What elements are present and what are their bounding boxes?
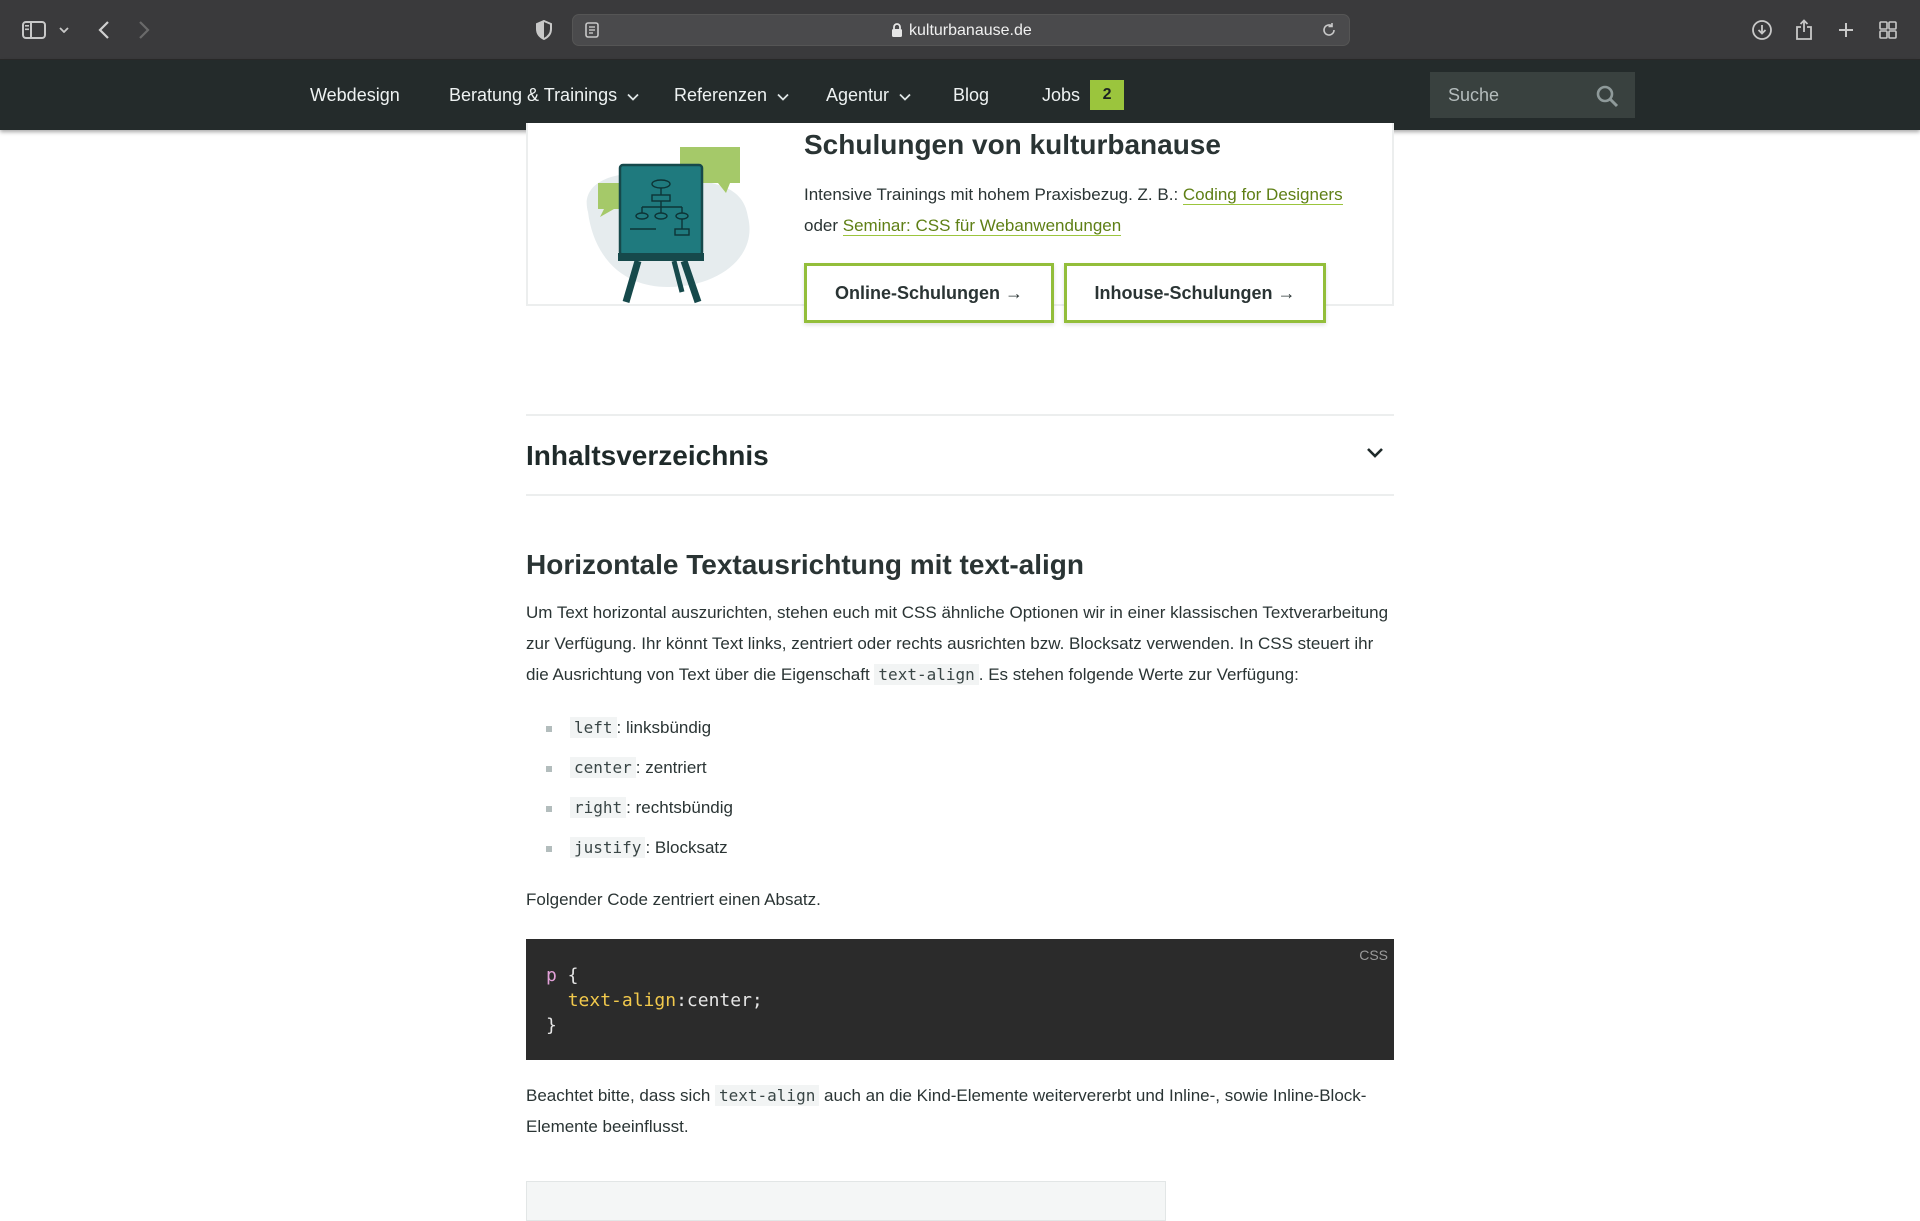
next-content-box [526,1181,1166,1221]
list-item [570,748,1396,788]
inline-code: left [570,717,617,738]
lock-icon [891,23,903,38]
code-intro: Folgender Code zentriert einen Absatz. [526,890,821,909]
sidebar-toggle-icon[interactable] [20,14,48,46]
nav-label: Blog [953,84,990,105]
list-item-desc: : zentriert [635,758,707,777]
tab-overview-icon[interactable] [1876,14,1900,46]
list-item-desc: : Blocksatz [645,838,728,857]
list-item [570,788,1396,828]
reload-icon[interactable] [1321,22,1337,38]
nav-label: Beratung & Trainings [449,84,618,105]
inline-code: right [570,797,626,818]
search-icon[interactable] [1595,84,1619,113]
inhouse-schulungen-button[interactable]: Inhouse-Schulungen → [1064,263,1326,323]
jobs-count-badge: 2 [1090,80,1124,110]
chevron-down-icon[interactable] [56,14,72,46]
nav-item-webdesign[interactable] [310,60,400,130]
inline-code: center [570,757,636,778]
paragraph-text: auch an die Kind-Elemente weitervererbt und Inline-, sowie Inline-Block-Elemente beeinflusst. [526,1086,1367,1136]
url-text: kulturbanause.de [909,22,1032,39]
promo-text-part: oder [804,216,843,235]
search-box [1430,72,1635,118]
privacy-shield-icon[interactable] [534,14,554,46]
coding-for-designers-link[interactable]: Coding for Designers [1182,185,1343,204]
browser-toolbar [0,0,1920,60]
code-line [546,1013,1394,1038]
nav-label: Webdesign [310,84,400,105]
downloads-icon[interactable] [1750,14,1774,46]
nav-label: Referenzen [674,84,768,105]
site-navigation [0,60,1920,130]
nav-item-agentur[interactable] [826,60,911,130]
article-section [526,549,1396,1142]
chevron-down-icon[interactable] [1366,446,1384,464]
nav-item-jobs[interactable] [1042,60,1124,130]
reader-icon[interactable] [585,22,599,38]
code-selector: p [546,965,557,986]
nav-item-blog[interactable] [953,60,989,130]
intro-text: Um Text horizontal auszurichten, stehen euch mit CSS ähnliche Optionen wir in einer klassischen Textverarbeitung zur Verfügung. Ihr könnt Text links, zentriert oder rechts ausrichten bzw. Blocksatz verwenden. In CSS steuert ihr die Ausrichtung von Text über die Eigenschaft [526,603,1389,684]
forward-arrow-icon[interactable] [134,14,154,46]
inline-code: text-align [874,664,978,685]
online-schulungen-button[interactable]: Online-Schulungen → [804,263,1054,323]
table-of-contents[interactable] [526,414,1394,496]
nav-item-referenzen[interactable] [674,60,789,130]
promo-text [804,179,1364,241]
css-seminar-link[interactable]: Seminar: CSS für Webanwendungen [842,216,1122,235]
promo-text-part: Intensive Trainings mit hohem Praxisbezug. Z. B.: [804,185,1183,204]
share-icon[interactable] [1792,14,1816,46]
inline-code: justify [570,837,645,858]
intro-text: . Es stehen folgende Werte zur Verfügung: [978,665,1299,684]
flipchart-illustration [568,137,768,322]
inheritance-paragraph [526,1080,1396,1142]
page-content [0,131,1920,1200]
section-heading: Horizontale Textausrichtung mit text-align [526,549,1084,580]
address-bar[interactable] [572,14,1350,46]
back-arrow-icon[interactable] [94,14,114,46]
new-tab-icon[interactable] [1834,14,1858,46]
code-value: :center; [676,990,763,1011]
code-language-label: CSS [1359,947,1388,963]
list-item [570,828,1396,868]
training-promo-box [526,123,1394,306]
chevron-down-icon [899,85,911,106]
code-block[interactable] [526,939,1394,1060]
code-line [546,988,1394,1013]
nav-label: Agentur [826,84,890,105]
toc-title: Inhaltsverzeichnis [526,440,769,471]
nav-label: Jobs [1042,84,1081,105]
values-list [570,708,1396,868]
code-brace: { [556,965,579,986]
search-input[interactable] [1430,72,1590,118]
inline-code: text-align [715,1085,819,1106]
list-item [570,708,1396,748]
list-item-desc: : linksbündig [616,718,712,737]
chevron-down-icon [777,85,789,106]
chevron-down-icon [627,85,639,106]
code-brace: } [546,1015,557,1036]
code-property: text-align [567,990,677,1011]
code-line [546,963,1394,988]
promo-title: Schulungen von kulturbanause [804,129,1221,160]
intro-paragraph [526,597,1396,690]
list-item-desc: : rechtsbündig [626,798,733,817]
nav-item-beratung[interactable] [449,60,639,130]
paragraph-text: Beachtet bitte, dass sich [526,1086,715,1105]
